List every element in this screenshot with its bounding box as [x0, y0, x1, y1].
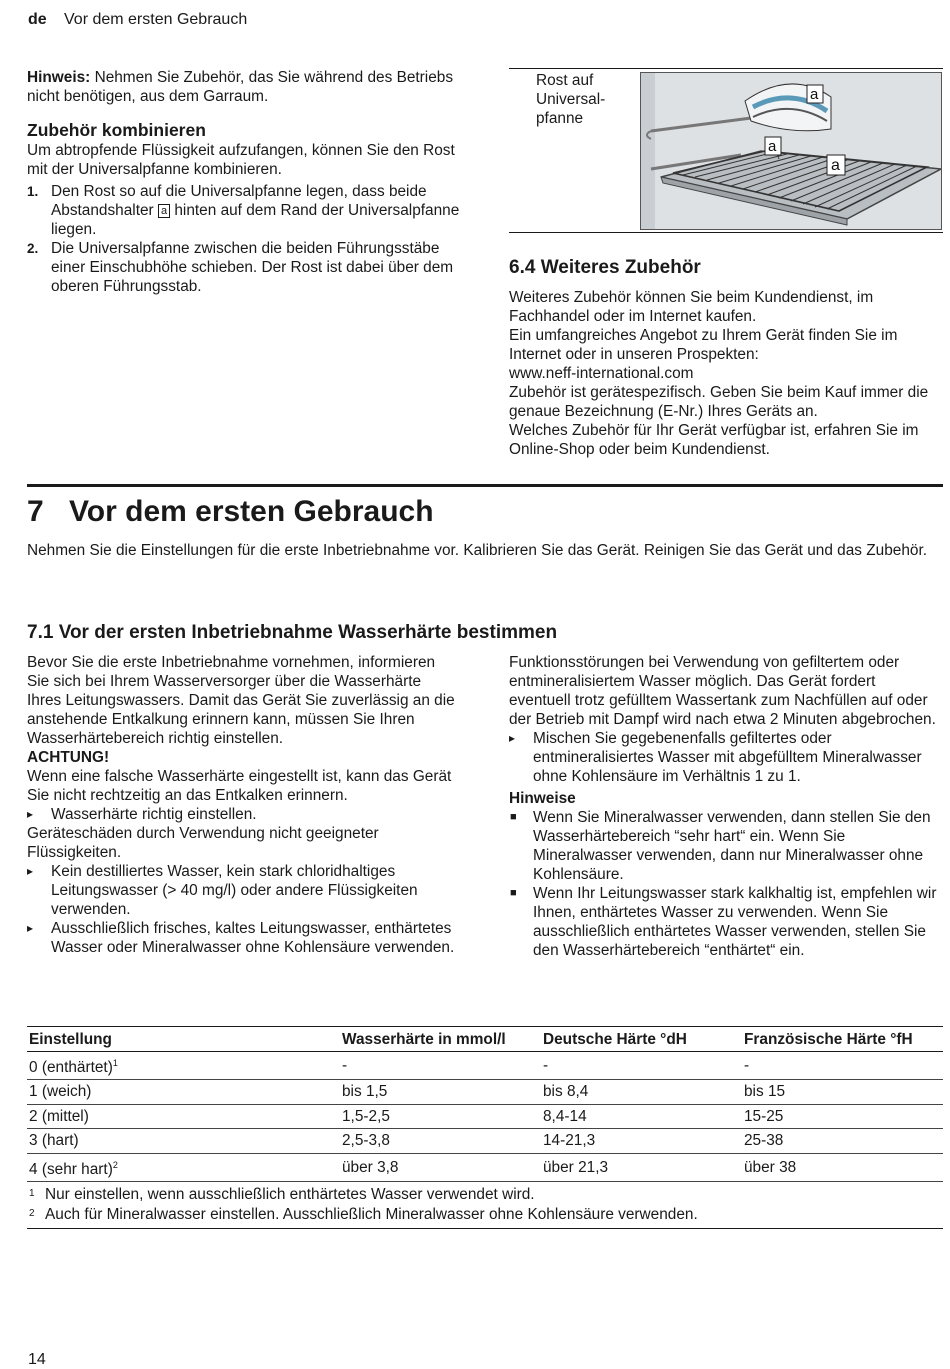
caption-line-1: Rost auf [536, 72, 594, 89]
header-title: Vor dem ersten Gebrauch [64, 11, 248, 28]
table-header-cell: Deutsche Härte °dH [541, 1027, 742, 1052]
chapter-7-intro: Nehmen Sie die Einstellungen für die erste Inbetriebnahme vor. Kalibrieren Sie das Gerät. Reinigen Sie das Gerät und das Zubehör. [27, 542, 928, 559]
footnote-ref: 1 [112, 1058, 118, 1068]
step-2-text: Die Universalpfanne zwischen die beiden Führungsstäbe einer Einschubhöhe schieben. Der Rost ist dabei über dem oberen Führungsstab. [51, 240, 454, 295]
table-cell: - [541, 1052, 742, 1080]
footnote-row [27, 1204, 943, 1229]
step-2 [27, 239, 467, 296]
step-1-text-a: Den Rost so auf die Universalpfanne legen, dass beide Abstandshalter [51, 183, 427, 219]
rack-illustration-svg [641, 73, 942, 230]
setting-label: 0 (enthärtet) [29, 1059, 113, 1076]
table-cell: bis 15 [742, 1080, 943, 1105]
combine-intro: Um abtropfende Flüssigkeit aufzufangen, können Sie den Rost mit der Universalpfanne kombinieren. [27, 142, 455, 178]
chapter-7-title [27, 494, 434, 530]
chapter-title-text: Vor dem ersten Gebrauch [69, 495, 434, 528]
table-cell: bis 8,4 [541, 1080, 742, 1105]
section-6-4-title: 6.4 Weiteres Zubehör [509, 257, 701, 278]
s64-p4: Zubehör ist gerätespezifisch. Geben Sie beim Kauf immer die genaue Bezeichnung (E-Nr.) Ihres Geräts an. [509, 384, 929, 420]
s64-p2: Ein umfangreiches Angebot zu Ihrem Gerät finden Sie im Internet oder in unseren Prospekten: [509, 327, 898, 363]
footnote-1-text: Nur einstellen, wenn ausschließlich enthärtetes Wasser verwendet wird. [45, 1185, 535, 1203]
warning-text-2: Geräteschäden durch Verwendung nicht geeigneter Flüssigkeiten. [27, 825, 379, 861]
rack-on-pan-illustration [640, 72, 942, 230]
s71-right-p1: Funktionsstörungen bei Verwendung von gefiltertem oder entmineralisiertem Wasser möglich. Das Gerät fordert eventuell trotz gefülltem Wassertank zum Nachfüllen auf oder der Betrieb mit Dampf wird nach etwa 2 Minuten abgebrochen. [509, 654, 936, 728]
caption-line-2: Universal- [536, 91, 606, 108]
left-top-column [27, 68, 467, 296]
warning-bullet-3: ▸ Ausschließlich frisches, kaltes Leitungswasser, enthärtetes Wasser oder Mineralwasser ohne Kohlensäure verwenden. [27, 919, 459, 957]
header-language: de [28, 11, 47, 28]
step-2-number: 2. [27, 241, 39, 256]
warning-text-1: Wenn eine falsche Wasserhärte eingestellt ist, kann das Gerät Sie nicht rechtzeitig an das Entkalken erinnern. [27, 768, 452, 804]
s64-p5: Welches Zubehör für Ihr Gerät verfügbar ist, erfahren Sie im Online-Shop oder beim Kundendienst. [509, 422, 919, 458]
table-row [27, 1129, 943, 1154]
figure-top-rule [509, 68, 943, 69]
footnote-2 [27, 1204, 943, 1229]
label-a-2: a [768, 138, 777, 155]
table-cell [27, 1052, 340, 1080]
table-cell: - [742, 1052, 943, 1080]
footnote-row [27, 1181, 943, 1204]
water-hardness-table [27, 1026, 943, 1229]
step-1-text-b: hinten auf dem Rand der Universalpfanne liegen. [51, 202, 460, 238]
note-label: Hinweis: [27, 69, 91, 86]
s71-right-column [509, 653, 941, 960]
warning-label: ACHTUNG! [27, 749, 110, 766]
footnote-1-number: 1 [29, 1187, 35, 1199]
s64-url: www.neff-international.com [509, 365, 694, 382]
setting-label: 4 (sehr hart) [29, 1160, 113, 1178]
spacer-marker-a: a [158, 204, 170, 218]
combine-steps [27, 182, 467, 296]
table-cell: 2,5-3,8 [340, 1129, 541, 1154]
table-cell: 8,4-14 [541, 1104, 742, 1129]
table-cell [27, 1153, 340, 1181]
footnote-2-text: Auch für Mineralwasser einstellen. Ausschließlich Mineralwasser ohne Kohlensäure verwenden. [45, 1205, 698, 1223]
note-text: Nehmen Sie Zubehör, das Sie während des Betriebs nicht benötigen, aus dem Garraum. [27, 69, 454, 105]
combine-heading: Zubehör kombinieren [27, 120, 206, 140]
warning-list-2 [27, 862, 459, 957]
table-cell: 25-38 [742, 1129, 943, 1154]
table-row [27, 1104, 943, 1129]
table-cell: über 3,8 [340, 1153, 541, 1181]
table-cell: 1 (weich) [27, 1080, 340, 1105]
table-cell: 14-21,3 [541, 1129, 742, 1154]
label-a-3: a [831, 157, 840, 174]
table-row [27, 1153, 943, 1181]
right-action-bullet: ▸ Mischen Sie gegebenenfalls gefiltertes oder entmineralisiertes Wasser mit abgefülltem Mineralwasser ohne Kohlensäure im Verhältnis 1 zu 1. [509, 729, 941, 786]
table-header-cell: Einstellung [27, 1027, 340, 1052]
note-paragraph [27, 68, 467, 106]
figure-caption [536, 71, 636, 128]
table-cell: - [340, 1052, 541, 1080]
footnote-ref: 2 [112, 1159, 118, 1170]
caption-line-3: pfanne [536, 110, 584, 127]
chapter-number: 7 [27, 495, 44, 528]
section-7-1-title: 7.1 Vor der ersten Inbetriebnahme Wasserhärte bestimmen [27, 622, 558, 643]
table-row [27, 1080, 943, 1105]
guide-rod-upper [651, 117, 759, 131]
warning-list-1 [27, 805, 459, 824]
section-6-4 [509, 256, 941, 459]
table-header-cell: Französische Härte °fH [742, 1027, 943, 1052]
s71-left-column [27, 653, 459, 957]
table-cell: 3 (hart) [27, 1129, 340, 1154]
step-1-number: 1. [27, 184, 39, 199]
page-number: 14 [28, 1351, 46, 1368]
oven-wall [641, 73, 655, 230]
table-header-cell: Wasserhärte in mmol/l [340, 1027, 541, 1052]
table-cell: 15-25 [742, 1104, 943, 1129]
s64-p1: Weiteres Zubehör können Sie beim Kundendienst, im Fachhandel oder im Internet kaufen. [509, 289, 874, 325]
hint-1: ■ Wenn Sie Mineralwasser verwenden, dann stellen Sie den Wasserhärtebereich “sehr hart“ ein. Wenn Sie Mineralwasser verwenden, dann nur Mineralwasser ohne Kohlensäure. [509, 808, 941, 884]
footnote-1 [27, 1181, 943, 1204]
table-cell: über 38 [742, 1153, 943, 1181]
warning-bullet-1: ▸ Wasserhärte richtig einstellen. [27, 805, 459, 824]
chapter-rule [27, 484, 943, 487]
hints-label: Hinweise [509, 790, 576, 807]
table-cell: über 21,3 [541, 1153, 742, 1181]
figure-bottom-rule [509, 232, 943, 233]
table-row [27, 1052, 943, 1080]
hint-2: ■ Wenn Ihr Leitungswasser stark kalkhaltig ist, empfehlen wir Ihnen, enthärtetes Wasser zu verwenden. Wenn Sie ausschließlich enthärtetes Wasser verwenden, stellen Sie den Wasserhärtebereich “enthärtet“ ein. [509, 884, 941, 960]
right-action-list [509, 729, 941, 786]
footnote-2-number: 2 [29, 1207, 35, 1219]
table-cell: 1,5-2,5 [340, 1104, 541, 1129]
step-1 [27, 182, 467, 239]
label-a-1: a [810, 86, 819, 103]
table-cell: bis 1,5 [340, 1080, 541, 1105]
warning-bullet-2: ▸ Kein destilliertes Wasser, kein stark chloridhaltiges Leitungswasser (> 40 mg/l) oder andere Flüssigkeiten verwenden. [27, 862, 459, 919]
s71-p1: Bevor Sie die erste Inbetriebnahme vornehmen, informieren Sie sich bei Ihrem Wasserversorger über die Wasserhärte Ihres Leitungswassers. Damit das Gerät Sie zuverlässig an die anstehende Entkalkung erinnern kann, müssen Sie Ihren Wasserhärtebereich richtig einstellen. [27, 654, 455, 747]
table-cell: 2 (mittel) [27, 1104, 340, 1129]
hints-list [509, 808, 941, 960]
table-header-row [27, 1027, 943, 1052]
